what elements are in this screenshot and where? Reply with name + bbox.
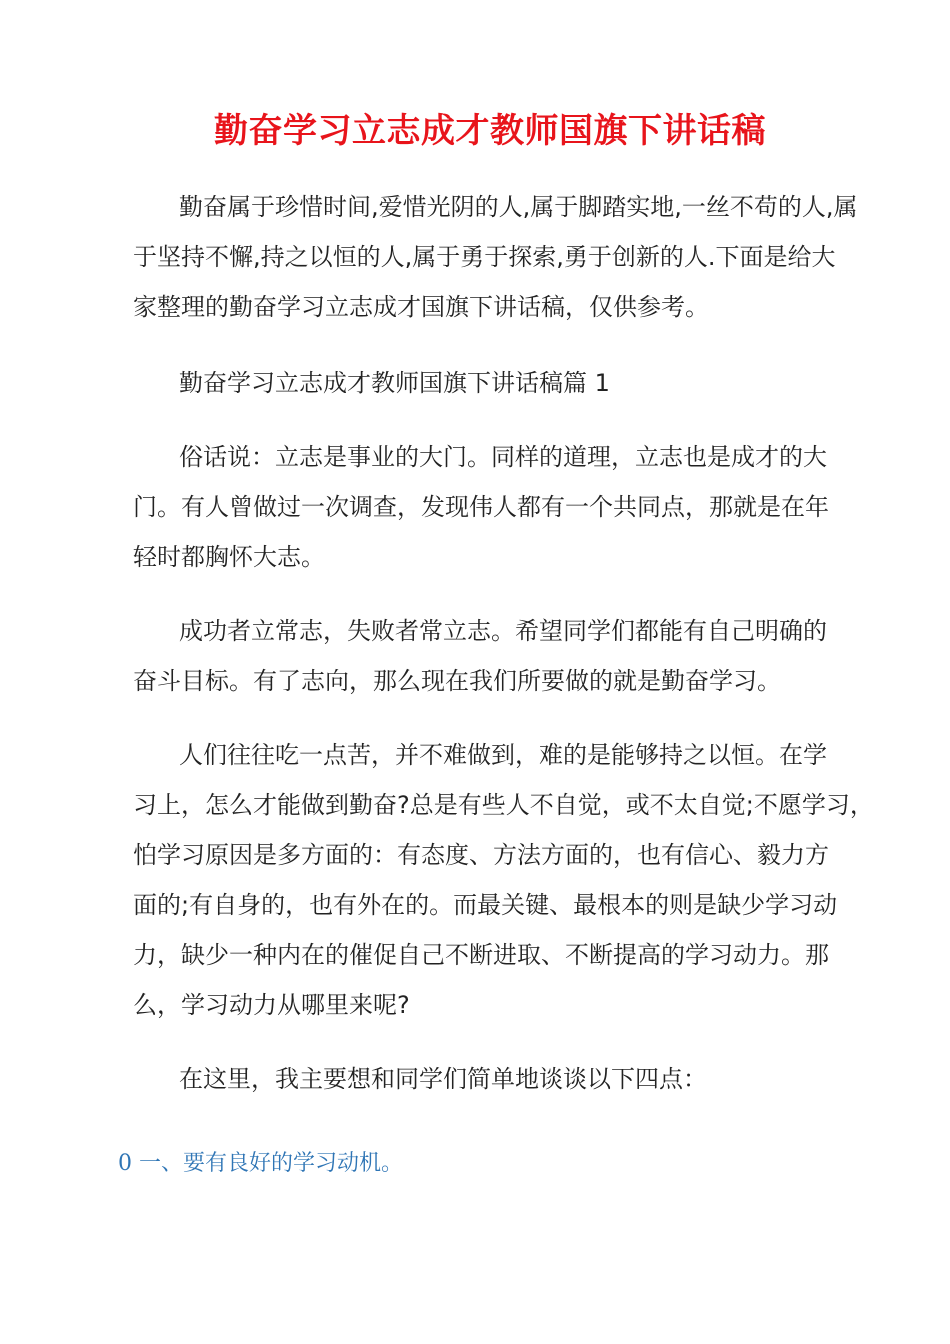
body-paragraph-3 bbox=[133, 730, 878, 1030]
paragraph-line: 轻时都胸怀大志。 bbox=[133, 543, 325, 571]
body-paragraph-2 bbox=[133, 606, 878, 706]
paragraph-line: 人们往往吃一点苦，并不难做到，难的是能够持之以恒。在学 bbox=[179, 741, 827, 769]
speech-subtitle bbox=[133, 358, 893, 408]
body-paragraph-1 bbox=[133, 432, 878, 582]
subtitle-line: 勤奋学习立志成才教师国旗下讲话稿篇 1 bbox=[179, 369, 610, 397]
paragraph-line: 成功者立常志，失败者常立志。希望同学们都能有自己明确的 bbox=[179, 617, 827, 645]
intro-line: 勤奋属于珍惜时间,爱惜光阴的人,属于脚踏实地,一丝不苟的人,属 bbox=[179, 193, 858, 221]
intro-line: 于坚持不懈,持之以恒的人,属于勇于探索,勇于创新的人.下面是给大 bbox=[133, 243, 836, 271]
paragraph-line: 门。有人曾做过一次调查，发现伟人都有一个共同点，那就是在年 bbox=[133, 493, 829, 521]
intro-line: 家整理的勤奋学习立志成才国旗下讲话稿，仅供参考。 bbox=[133, 293, 709, 321]
paragraph-line: 俗话说：立志是事业的大门。同样的道理，立志也是成才的大 bbox=[179, 443, 827, 471]
body-paragraph-4 bbox=[133, 1054, 878, 1104]
paragraph-line: 怕学习原因是多方面的：有态度、方法方面的，也有信心、毅力方 bbox=[133, 841, 829, 869]
paragraph-line: 面的;有自身的，也有外在的。而最关键、最根本的则是缺少学习动 bbox=[133, 891, 838, 919]
paragraph-line: 么，学习动力从哪里来呢? bbox=[133, 991, 410, 1019]
intro-paragraph bbox=[133, 182, 878, 332]
paragraph-line: 奋斗目标。有了志向，那么现在我们所要做的就是勤奋学习。 bbox=[133, 667, 781, 695]
paragraph-line: 力，缺少一种内在的催促自己不断进取、不断提高的学习动力。那 bbox=[133, 941, 829, 969]
section-heading: 0 一、要有良好的学习动机。 bbox=[118, 1151, 403, 1176]
document-title: 勤奋学习立志成才教师国旗下讲话稿 bbox=[214, 111, 766, 151]
paragraph-line: 在这里，我主要想和同学们简单地谈谈以下四点： bbox=[179, 1065, 707, 1093]
paragraph-line: 习上，怎么才能做到勤奋?总是有些人不自觉，或不太自觉;不愿学习， bbox=[133, 791, 874, 819]
